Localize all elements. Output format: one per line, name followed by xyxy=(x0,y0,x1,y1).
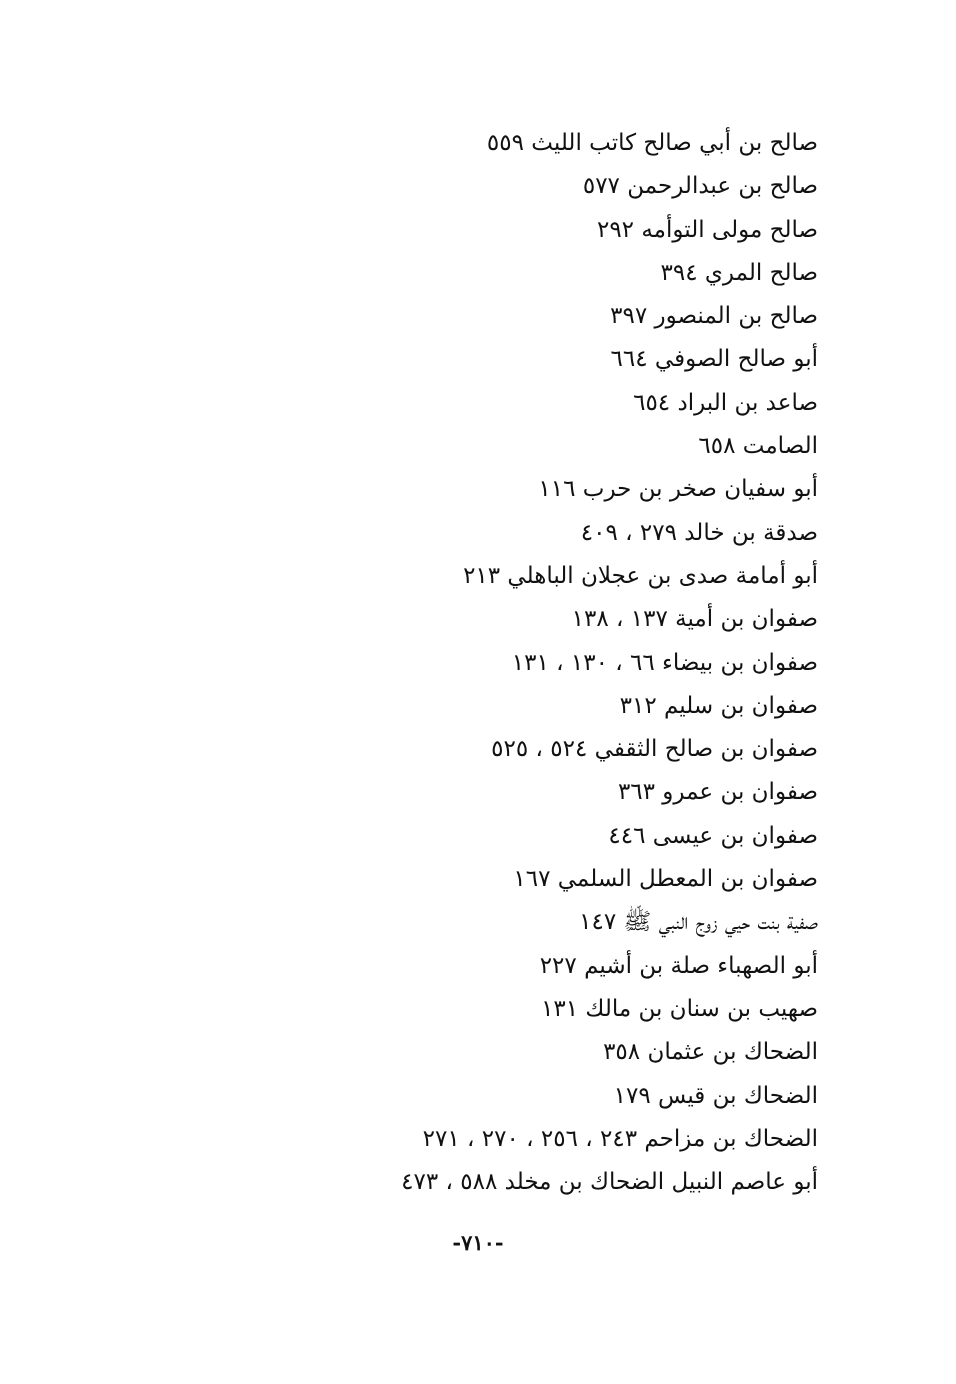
index-entry: أبو الصهباء صلة بن أشيم ٢٢٧ xyxy=(539,952,818,979)
index-entry: صالح المري ٣٩٤ xyxy=(660,259,818,286)
index-entry: أبو صالح الصوفي ٦٦٤ xyxy=(610,346,818,373)
index-entry: صفية بنت حيي زوج النبي ﷺ ١٤٧ xyxy=(579,909,818,936)
index-entry: صهيب بن سنان بن مالك ١٣١ xyxy=(541,995,818,1022)
index-entry: صفوان بن عمرو ٣٦٣ xyxy=(617,779,818,806)
index-entry: الضحاك بن مزاحم ٢٤٣ ، ٢٥٦ ، ٢٧٠ ، ٢٧١ xyxy=(422,1125,818,1152)
page-number: -٧١٠- xyxy=(452,1230,504,1255)
index-entry: الضحاك بن عثمان ٣٥٨ xyxy=(603,1039,818,1066)
index-entry: أبو عاصم النبيل الضحاك بن مخلد ٥٨٨ ، ٤٧٣ xyxy=(401,1169,818,1196)
index-entry: صالح بن أبي صالح كاتب الليث ٥٥٩ xyxy=(486,130,818,156)
index-entry: الصامت ٦٥٨ xyxy=(698,433,818,460)
index-entry: أبو أمامة صدى بن عجلان الباهلي ٢١٣ xyxy=(463,562,818,589)
index-entry: صفوان بن سليم ٣١٢ xyxy=(619,692,818,719)
index-entry: صفوان بن صالح الثقفي ٥٢٤ ، ٥٢٥ xyxy=(491,736,818,763)
index-entry: صدقة بن خالد ٢٧٩ ، ٤٠٩ xyxy=(580,519,818,546)
index-entry: صالح مولى التوأمه ٢٩٢ xyxy=(596,216,818,243)
index-entry: صالح بن عبدالرحمن ٥٧٧ xyxy=(582,173,818,200)
index-entry: صالح بن المنصور ٣٩٧ xyxy=(610,303,818,330)
index-entry: الضحاك بن قيس ١٧٩ xyxy=(613,1082,818,1109)
index-entry-list xyxy=(318,122,818,1204)
index-entry: صفوان بن أمية ١٣٧ ، ١٣٨ xyxy=(571,606,818,633)
index-entry: صفوان بن عيسى ٤٤٦ xyxy=(608,822,818,849)
index-entry: أبو سفيان صخر بن حرب ١١٦ xyxy=(538,476,818,503)
index-entry: صفوان بن بيضاء ٦٦ ، ١٣٠ ، ١٣١ xyxy=(511,649,818,676)
index-entry: صاعد بن البراد ٦٥٤ xyxy=(633,389,818,416)
index-entry: صفوان بن المعطل السلمي ١٦٧ xyxy=(513,866,818,893)
